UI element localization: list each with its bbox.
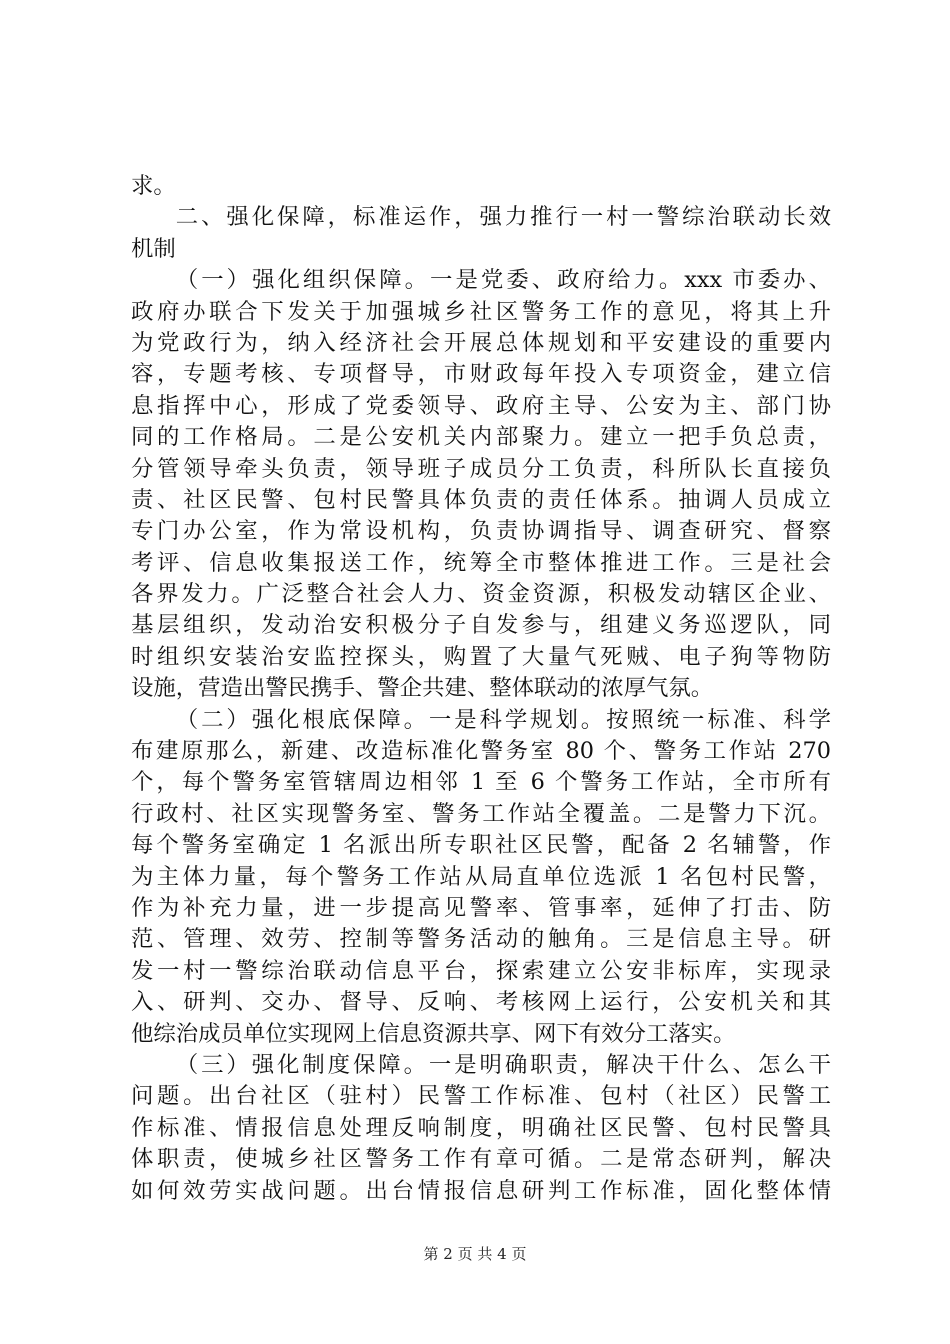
page-footer: 第 2 页 共 4 页 <box>423 1245 527 1263</box>
text-line: 布建原那么，新建、改造标准化警务室 80 个、警务工作站 270 <box>131 738 831 765</box>
text-line: 为主体力量，每个警务工作站从局直单位选派 1 名包村民警， <box>131 863 831 890</box>
text-line: 范、管理、效劳、控制等警务活动的触角。三是信息主导。研 <box>131 926 831 953</box>
text-line: 同的工作格局。二是公安机关内部聚力。建立一把手负总责， <box>131 424 831 451</box>
text-line: 容，专题考核、专项督导，市财政每年投入专项资金，建立信 <box>131 361 831 388</box>
text-line: （二）强化根底保障。一是科学规划。按照统一标准、科学 <box>175 706 831 733</box>
text-line: 作为补充力量，进一步提高见警率、管事率，延伸了打击、防 <box>131 894 831 921</box>
text-line: 行政村、社区实现警务室、警务工作站全覆盖。二是警力下沉。 <box>131 800 831 827</box>
text-line: （三）强化制度保障。一是明确职责，解决干什么、怎么干 <box>175 1051 831 1078</box>
text-line: 入、研判、交办、督导、反响、考核网上运行，公安机关和其 <box>131 989 831 1016</box>
text-line: 个，每个警务室管辖周边相邻 1 至 6 个警务工作站，全市所有 <box>131 769 831 796</box>
document-body <box>131 171 831 1207</box>
text-line: 时组织安装治安监控探头，购置了大量气死贼、电子狗等物防 <box>131 643 831 670</box>
text-line: 分管领导牵头负责，领导班子成员分工负责，科所队长直接负 <box>131 455 831 482</box>
text-line: 二、强化保障，标准运作，强力推行一村一警综治联动长效 <box>175 204 831 231</box>
text-line: 为党政行为，纳入经济社会开展总体规划和平安建设的重要内 <box>131 329 831 356</box>
text-line: 各界发力。广泛整合社会人力、资金资源，积极发动辖区企业、 <box>131 581 831 608</box>
text-line: 如何效劳实战问题。出台情报信息研判工作标准，固化整体情 <box>131 1177 831 1204</box>
text-line: 责、社区民警、包村民警具体负责的责任体系。抽调人员成立 <box>131 486 831 513</box>
text-line: 体职责，使城乡社区警务工作有章可循。二是常态研判，解决 <box>131 1146 831 1173</box>
text-line: 专门办公室，作为常设机构，负责协调指导、调查研究、督察 <box>131 518 831 545</box>
text-line: 问题。出台社区（驻村）民警工作标准、包村（社区）民警工 <box>131 1083 831 1110</box>
text-line: 息指挥中心，形成了党委领导、政府主导、公安为主、部门协 <box>131 392 831 419</box>
text-line: （一）强化组织保障。一是党委、政府给力。xxx 市委办、 <box>175 267 831 294</box>
text-line: 发一村一警综治联动信息平台，探索建立公安非标库，实现录 <box>131 957 831 984</box>
text-line: 设施，营造出警民携手、警企共建、整体联动的浓厚气氛。 <box>131 675 714 702</box>
text-line: 基层组织，发动治安积极分子自发参与，组建义务巡逻队，同 <box>131 612 831 639</box>
text-line: 每个警务室确定 1 名派出所专职社区民警，配备 2 名辅警，作 <box>131 832 831 859</box>
text-line: 考评、信息收集报送工作，统筹全市整体推进工作。三是社会 <box>131 549 831 576</box>
text-line: 他综治成员单位实现网上信息资源共享、网下有效分工落实。 <box>131 1020 736 1047</box>
text-line: 政府办联合下发关于加强城乡社区警务工作的意见，将其上升 <box>131 298 831 325</box>
text-line: 作标准、情报信息处理反响制度，明确社区民警、包村民警具 <box>131 1114 831 1141</box>
text-line: 求。 <box>131 173 176 199</box>
text-line: 机制 <box>131 235 176 262</box>
